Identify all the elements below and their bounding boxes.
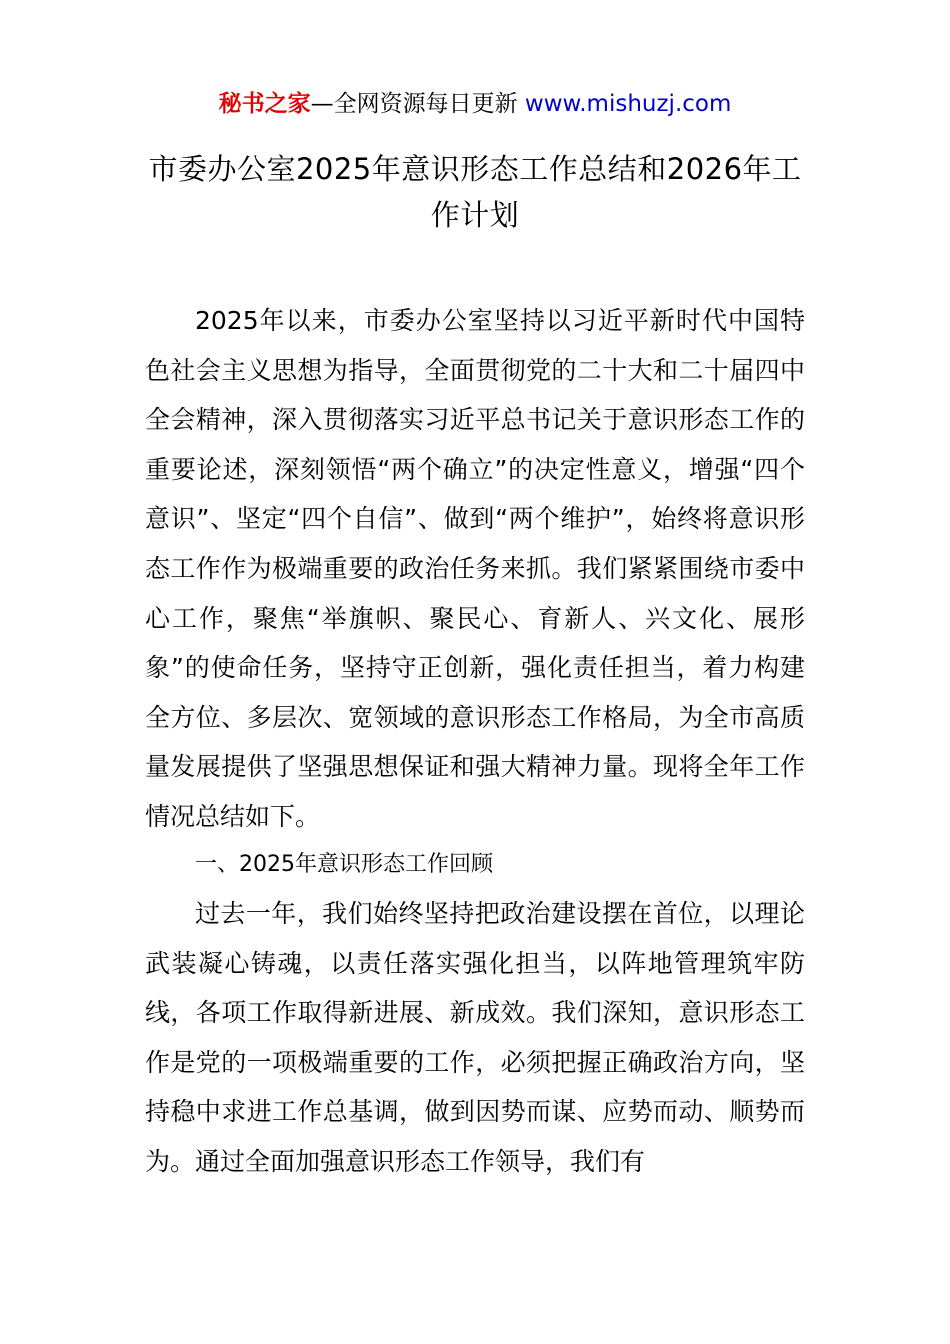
site-header [0,86,950,122]
section-heading-text: 一、2025年意识形态工作回顾 [195,852,493,877]
paragraph-intro [145,296,805,842]
paragraph-review [145,889,805,1187]
document-title: 市委办公室2025年意识形态工作总结和2026年工作计划 [148,152,802,232]
section-heading-1 [145,840,805,890]
site-url-link[interactable]: www.mishuzj.com [524,91,732,117]
paragraph-text: 过去一年，我们始终坚持把政治建设摆在首位，以理论武装凝心铸魂，以责任落实强化担当，以阵地管理筑牢防线，各项工作取得新进展、新成效。我们深知，意识形态工作是党的一项极端重要的工作，必须把握正确政治方向，坚持稳中求进工作总基调，做到因势而谋、应势而动、顺势而为。通过全面加强意识形态工作领导，我们有 [145,899,805,1176]
paragraph-text: 2025年以来，市委办公室坚持以习近平新时代中国特色社会主义思想为指导，全面贯彻党的二十大和二十届四中全会精神，深入贯彻落实习近平总书记关于意识形态工作的重要论述，深刻领悟“两个确立”的决定性意义，增强“四个意识”、坚定“四个自信”、做到“两个维护”，始终将意识形态工作作为极端重要的政治任务来抓。我们紧紧围绕市委中心工作，聚焦“举旗帜、聚民心、育新人、兴文化、展形象”的使命任务，坚持守正创新，强化责任担当，着力构建全方位、多层次、宽领域的意识形态工作格局，为全市高质量发展提供了坚强思想保证和强大精神力量。现将全年工作情况总结如下。 [145,306,805,831]
site-tagline: —全网资源每日更新 [310,91,525,117]
site-brand: 秘书之家 [218,91,311,117]
